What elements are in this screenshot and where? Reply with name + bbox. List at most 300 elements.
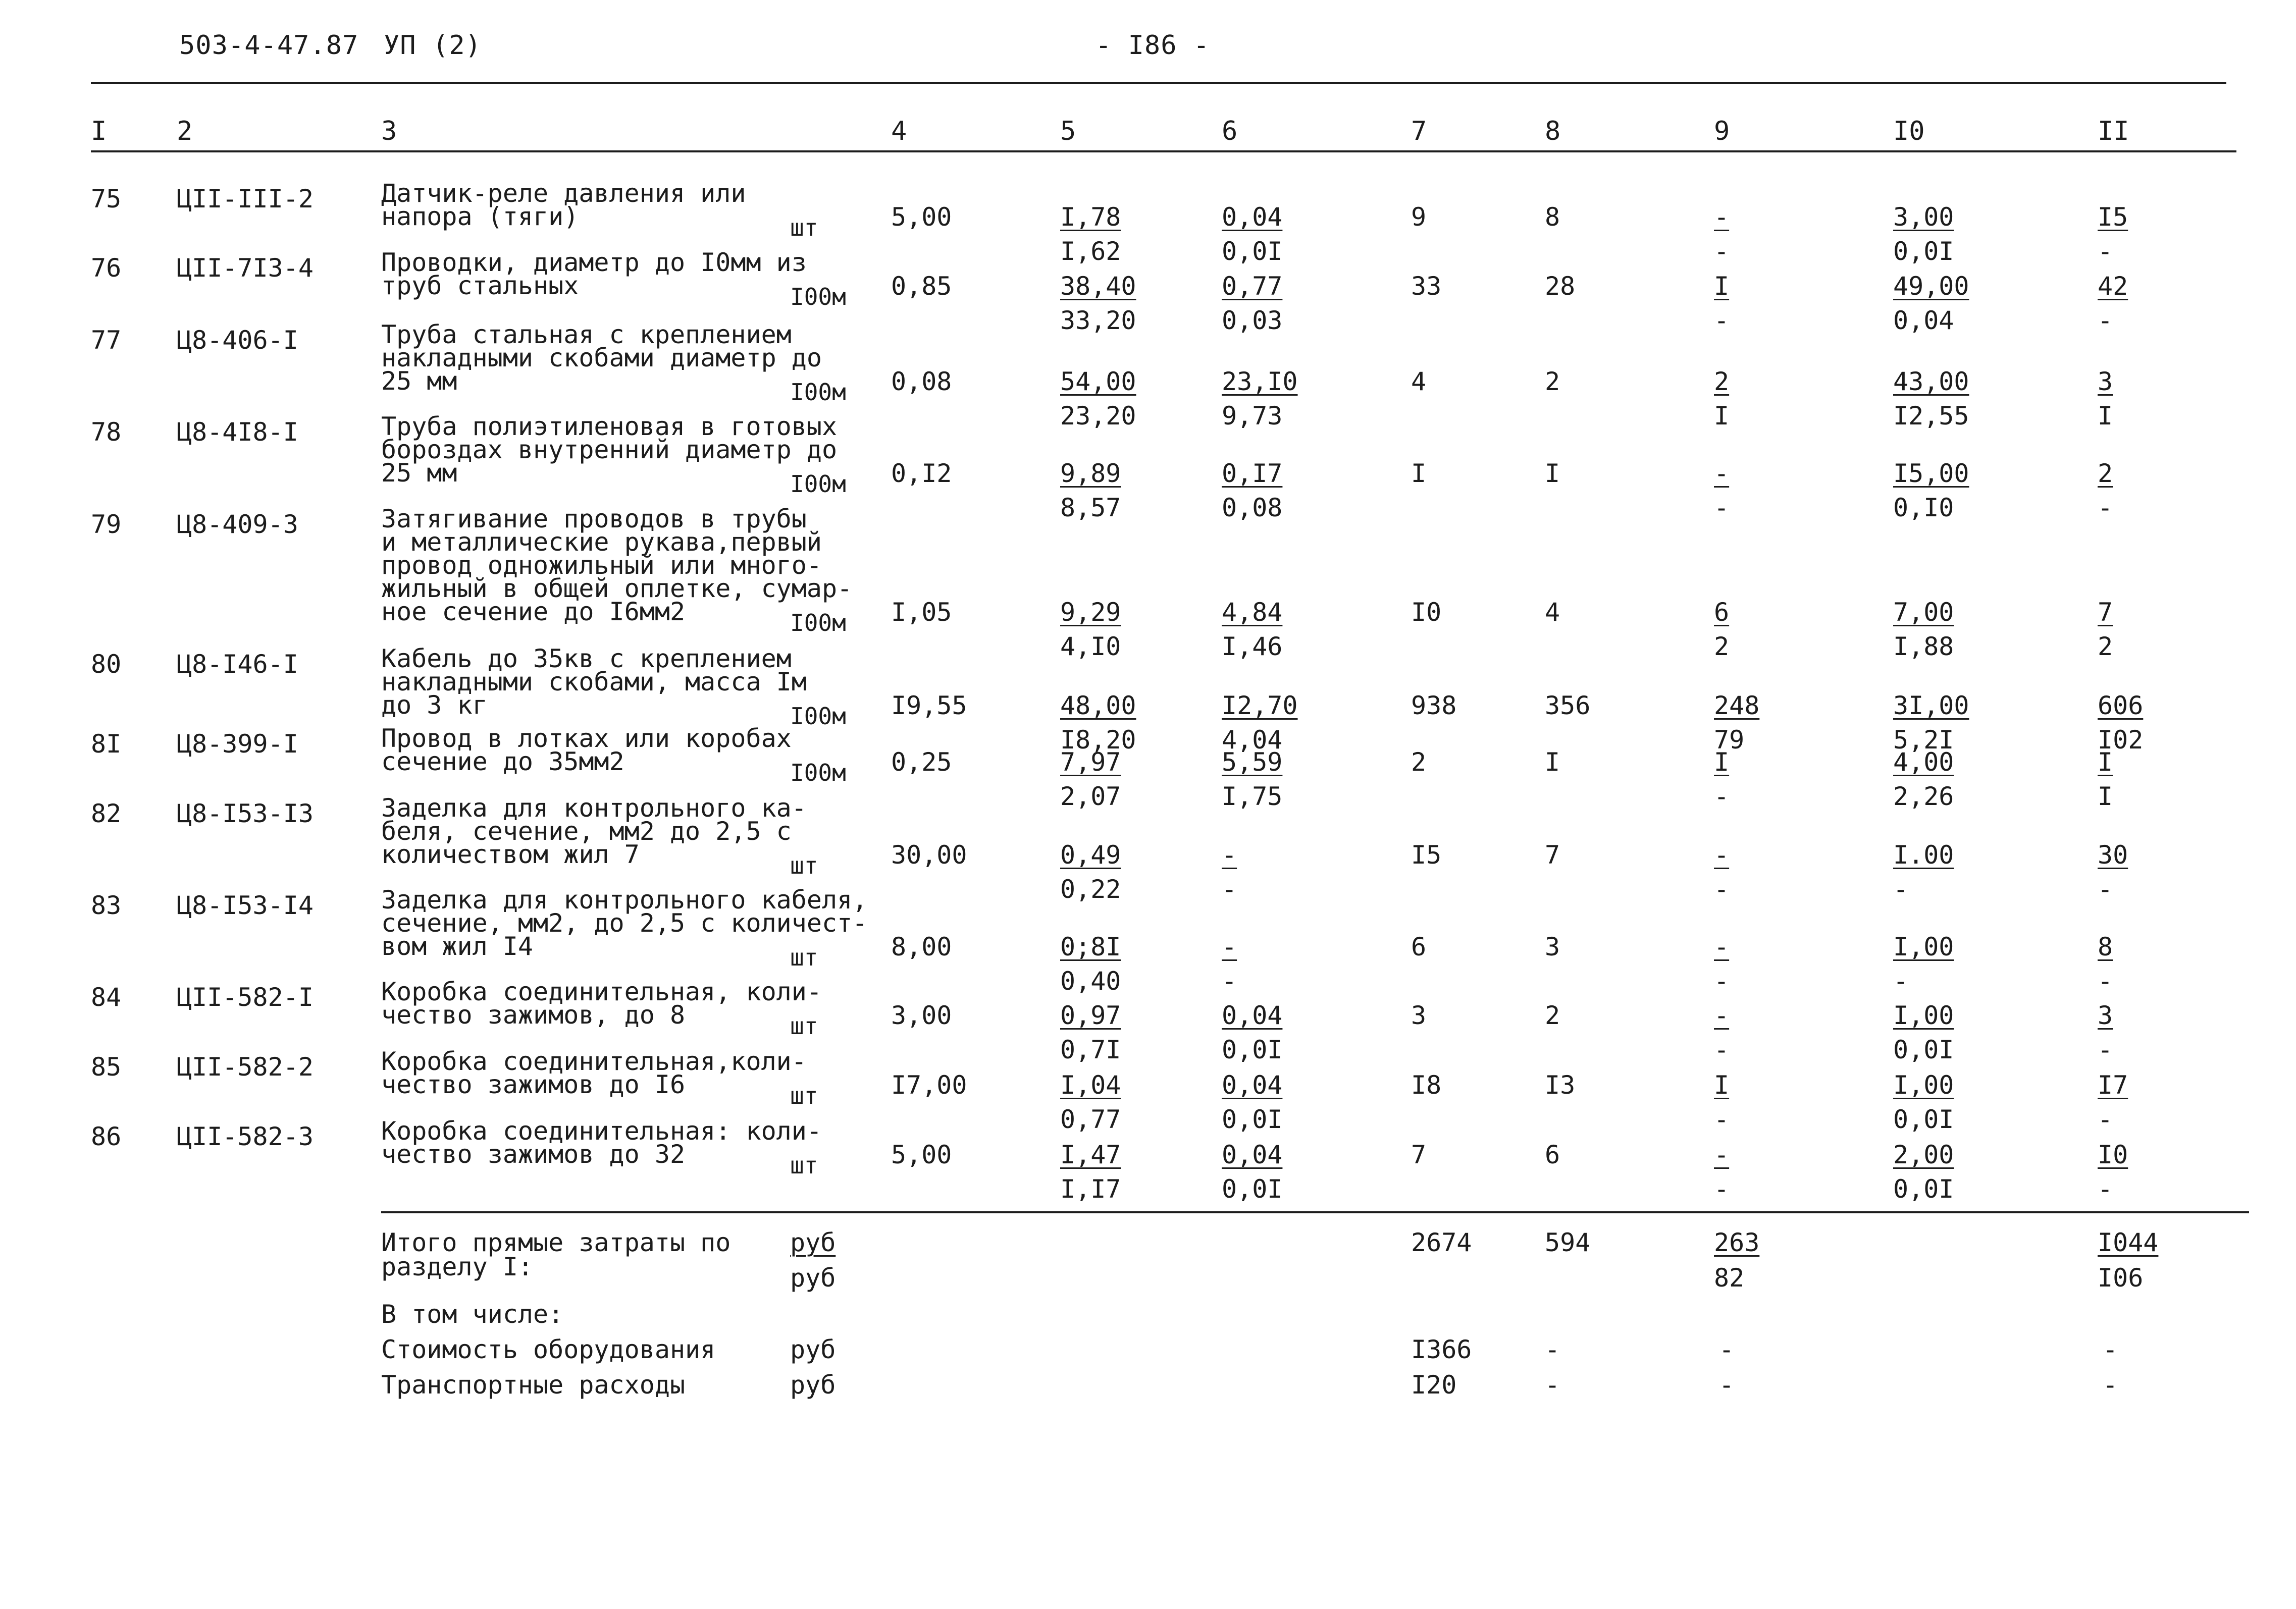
- labor-total-top: I7: [2098, 1070, 2128, 1100]
- machine-cost-top: -: [1714, 459, 1730, 488]
- labor-per-unit-bottom: 2,26: [1893, 782, 1954, 811]
- labor-per-unit-top: 4,00: [1893, 747, 1954, 777]
- description-line: чество зажимов до 32: [381, 1140, 686, 1169]
- unit-cost-top: 9,29: [1060, 598, 1121, 627]
- description-line: Датчик-реле давления или: [381, 179, 746, 208]
- labor-total-top: 42: [2098, 272, 2128, 301]
- including-label: В том числе:: [381, 1300, 564, 1329]
- machine-cost: [1714, 1138, 1729, 1206]
- unit-wage: [1222, 745, 1282, 814]
- unit-wage-bottom: -: [1222, 967, 1237, 996]
- unit-of-measure: I00м: [790, 703, 846, 730]
- description-line: накладными скобами диаметр до: [381, 343, 822, 372]
- row-number: 82: [91, 799, 122, 828]
- labor-per-unit-top: I,00: [1893, 1001, 1954, 1030]
- section-label: УП (2): [384, 30, 482, 61]
- quantity: 3,00: [891, 1001, 952, 1030]
- unit-cost-top: 48,00: [1060, 691, 1136, 720]
- column-header-rule: [91, 150, 2236, 152]
- description-line: сечение до 35мм2: [381, 747, 624, 776]
- total-cost: 33: [1411, 272, 1442, 301]
- totals-rule: [381, 1211, 2249, 1213]
- labor-per-unit: [1893, 200, 1954, 269]
- wage-fund: 8: [1545, 202, 1560, 232]
- unit-cost-bottom: 2,07: [1060, 782, 1121, 811]
- labor-per-unit-bottom: 0,04: [1893, 306, 1954, 335]
- labor-per-unit: [1893, 269, 1969, 338]
- unit-wage-bottom: I,46: [1222, 632, 1283, 661]
- column-number: 7: [1411, 116, 1427, 146]
- machine-cost-bottom: -: [1714, 1035, 1730, 1064]
- machine-cost-top: -: [1714, 1140, 1730, 1169]
- totals-col9-top: [1714, 1225, 1759, 1260]
- machine-cost-bottom: 79: [1714, 725, 1745, 755]
- labor-total-bottom: I02: [2098, 725, 2144, 755]
- labor-total-top: 3: [2098, 367, 2113, 396]
- equipment-cost-label: Стоимость оборудования: [381, 1335, 716, 1364]
- row-number: 84: [91, 983, 122, 1012]
- machine-cost: [1714, 456, 1729, 525]
- labor-total-bottom: -: [2098, 237, 2113, 266]
- labor-per-unit-bottom: 0,0I: [1893, 1174, 1954, 1204]
- labor-total-top: 606: [2098, 691, 2144, 720]
- total-cost: 2: [1411, 747, 1427, 777]
- labor-total-top: 2: [2098, 459, 2113, 488]
- machine-cost-top: 2: [1714, 367, 1730, 396]
- rate-code: ЦII-7I3-4: [177, 253, 314, 283]
- labor-total: [2098, 1068, 2128, 1137]
- labor-total: [2098, 745, 2113, 814]
- labor-per-unit: [1893, 1138, 1954, 1206]
- transport-cost-col11: -: [2103, 1370, 2118, 1400]
- column-number: 8: [1545, 116, 1561, 146]
- unit-cost-bottom: 33,20: [1060, 306, 1136, 335]
- labor-per-unit: [1893, 838, 1954, 906]
- labor-total: [2098, 1138, 2128, 1206]
- unit-wage-top: 0,04: [1222, 1140, 1283, 1169]
- unit-cost-bottom: I,62: [1060, 237, 1121, 266]
- column-number: 4: [891, 116, 907, 146]
- machine-cost: [1714, 200, 1729, 269]
- totals-col8: 594: [1545, 1228, 1591, 1257]
- unit-of-measure: шт: [790, 944, 818, 971]
- unit-wage-bottom: 0,0I: [1222, 1035, 1283, 1064]
- labor-total: [2098, 998, 2113, 1067]
- unit-cost-top: 9,89: [1060, 459, 1121, 488]
- unit-of-measure: шт: [790, 1012, 818, 1040]
- labor-total: [2098, 364, 2113, 433]
- work-description: [381, 1047, 820, 1099]
- header-rule: [91, 82, 2226, 84]
- row-number: 86: [91, 1122, 122, 1151]
- row-number: 80: [91, 650, 122, 679]
- work-description: [381, 793, 820, 869]
- quantity: 0,08: [891, 367, 952, 396]
- labor-total-top: 3: [2098, 1001, 2113, 1030]
- unit-wage: [1222, 364, 1298, 433]
- labor-per-unit: [1893, 595, 1954, 664]
- column-number: 3: [381, 116, 397, 146]
- unit-wage: [1222, 998, 1282, 1067]
- description-line: бороздах внутренний диаметр до: [381, 435, 838, 464]
- labor-per-unit-top: 7,00: [1893, 598, 1954, 627]
- labor-per-unit-bottom: 0,I0: [1893, 493, 1954, 522]
- description-line: труб стальных: [381, 271, 579, 300]
- description-line: напора (тяги): [381, 202, 579, 231]
- description-line: чество зажимов до I6: [381, 1070, 686, 1099]
- machine-cost: [1714, 930, 1729, 998]
- unit-cost-bottom: I,I7: [1060, 1174, 1121, 1204]
- unit-wage-top: 0,04: [1222, 202, 1283, 232]
- unit-wage-bottom: 0,0I: [1222, 237, 1283, 266]
- wage-fund: I: [1545, 459, 1560, 488]
- machine-cost-top: I: [1714, 1070, 1730, 1100]
- labor-per-unit-bottom: 0,0I: [1893, 237, 1954, 266]
- work-description: [381, 1116, 822, 1169]
- labor-per-unit-top: 2,00: [1893, 1140, 1954, 1169]
- column-number: 6: [1222, 116, 1238, 146]
- column-number: 5: [1060, 116, 1076, 146]
- description-line: до 3 кг: [381, 690, 488, 720]
- unit-wage-bottom: 9,73: [1222, 401, 1283, 431]
- work-description: [381, 320, 822, 396]
- unit-cost: [1060, 838, 1121, 906]
- wage-fund: 6: [1545, 1140, 1560, 1169]
- description-line: количеством жил 7: [381, 840, 640, 869]
- totals-col9-bottom: 82: [1714, 1263, 1745, 1293]
- machine-cost: [1714, 364, 1729, 433]
- description-line: 25 мм: [381, 458, 457, 488]
- unit-cost: [1060, 1068, 1121, 1137]
- unit-wage-bottom: 0,08: [1222, 493, 1283, 522]
- description-line: Заделка для контрольного ка-: [381, 793, 807, 823]
- labor-per-unit-top: 49,00: [1893, 272, 1969, 301]
- labor-total-top: I5: [2098, 202, 2128, 232]
- machine-cost-top: I: [1714, 747, 1730, 777]
- unit-wage: [1222, 930, 1237, 998]
- labor-total-bottom: -: [2098, 493, 2113, 522]
- total-cost: I0: [1411, 598, 1442, 627]
- totals-unit-2: руб: [790, 1263, 836, 1293]
- equipment-cost-col9: -: [1719, 1335, 1735, 1364]
- total-cost: I8: [1411, 1070, 1442, 1100]
- unit-of-measure: шт: [790, 1152, 818, 1179]
- unit-wage: [1222, 1138, 1282, 1206]
- unit-cost: [1060, 1138, 1121, 1206]
- description-line: Заделка для контрольного кабеля,: [381, 885, 868, 915]
- transport-cost-col9: -: [1719, 1370, 1735, 1400]
- doc-code: 503-4-47.87: [179, 30, 359, 61]
- quantity: 8,00: [891, 932, 952, 961]
- unit-cost-top: 38,40: [1060, 272, 1136, 301]
- wage-fund: 7: [1545, 840, 1560, 870]
- quantity: 30,00: [891, 840, 967, 870]
- total-cost: I: [1411, 459, 1427, 488]
- labor-total: [2098, 200, 2128, 269]
- labor-total-top: I0: [2098, 1140, 2128, 1169]
- quantity: 5,00: [891, 202, 952, 232]
- description-line: накладными скобами, масса Iм: [381, 667, 807, 696]
- equipment-cost-col11: -: [2103, 1335, 2118, 1364]
- totals-col7: 2674: [1411, 1228, 1472, 1257]
- equipment-cost-col7: I366: [1411, 1335, 1472, 1364]
- unit-cost-top: I,78: [1060, 202, 1121, 232]
- machine-cost: [1714, 269, 1729, 338]
- unit-cost-bottom: I8,20: [1060, 725, 1136, 755]
- wage-fund: I: [1545, 747, 1560, 777]
- totals-unit-1: [790, 1225, 836, 1260]
- unit-wage: [1222, 595, 1282, 664]
- wage-fund: 2: [1545, 1001, 1560, 1030]
- labor-total-bottom: -: [2098, 1174, 2113, 1204]
- labor-total-bottom: -: [2098, 1105, 2113, 1134]
- labor-per-unit-top: 3I,00: [1893, 691, 1969, 720]
- unit-cost-top: 54,00: [1060, 367, 1136, 396]
- unit-cost: [1060, 930, 1121, 998]
- unit-cost-top: I,04: [1060, 1070, 1121, 1100]
- quantity: 0,25: [891, 747, 952, 777]
- labor-total-bottom: 2: [2098, 632, 2113, 661]
- unit-cost-bottom: 0,77: [1060, 1105, 1121, 1134]
- machine-cost-bottom: -: [1714, 782, 1730, 811]
- description-line: и металлические рукава,первый: [381, 527, 822, 557]
- machine-cost-bottom: -: [1714, 967, 1730, 996]
- labor-total-top: 7: [2098, 598, 2113, 627]
- row-number: 76: [91, 253, 122, 283]
- description-line: Проводки, диаметр до I0мм из: [381, 248, 807, 277]
- rate-code: ЦII-582-I: [177, 983, 314, 1012]
- row-number: 77: [91, 326, 122, 355]
- description-line: беля, сечение, мм2 до 2,5 с: [381, 817, 792, 846]
- unit-wage-top: 23,I0: [1222, 367, 1298, 396]
- labor-total-bottom: -: [2098, 306, 2113, 335]
- equipment-cost-unit: руб: [790, 1335, 836, 1364]
- labor-total: [2098, 838, 2128, 906]
- description-line: Кабель до 35кв с креплением: [381, 644, 792, 673]
- labor-per-unit: [1893, 930, 1954, 998]
- total-cost: 7: [1411, 1140, 1427, 1169]
- labor-total: [2098, 269, 2128, 338]
- description-line: чество зажимов, до 8: [381, 1000, 686, 1030]
- quantity: I9,55: [891, 691, 967, 720]
- unit-wage-bottom: I,75: [1222, 782, 1283, 811]
- description-line: ное сечение до I6мм2: [381, 597, 686, 626]
- unit-wage: [1222, 1068, 1282, 1137]
- description-line: Затягивание проводов в трубы: [381, 504, 807, 533]
- work-description: [381, 248, 820, 300]
- machine-cost: [1714, 998, 1729, 1067]
- machine-cost: [1714, 838, 1729, 906]
- unit-of-measure: шт: [790, 1082, 818, 1109]
- row-number: 83: [91, 891, 122, 920]
- row-number: 85: [91, 1052, 122, 1082]
- work-description: [381, 179, 820, 231]
- unit-of-measure: I00м: [790, 759, 846, 786]
- row-number: 79: [91, 510, 122, 539]
- wage-fund: 2: [1545, 367, 1560, 396]
- labor-per-unit-bottom: -: [1893, 967, 1909, 996]
- total-cost: 3: [1411, 1001, 1427, 1030]
- description-line: Коробка соединительная,коли-: [381, 1047, 807, 1076]
- quantity: 0,85: [891, 272, 952, 301]
- machine-cost-top: -: [1714, 1001, 1730, 1030]
- unit-cost: [1060, 269, 1136, 338]
- description-line: Провод в лотках или коробах: [381, 724, 792, 753]
- row-number: 8I: [91, 729, 122, 759]
- labor-per-unit-bottom: I2,55: [1893, 401, 1969, 431]
- labor-per-unit-bottom: -: [1893, 875, 1909, 904]
- unit-cost: [1060, 595, 1121, 664]
- totals-col11-top: [2098, 1225, 2158, 1260]
- machine-cost-top: -: [1714, 202, 1730, 232]
- wage-fund: I3: [1545, 1070, 1576, 1100]
- quantity: 5,00: [891, 1140, 952, 1169]
- rate-code: Ц8-I53-I4: [177, 891, 314, 920]
- machine-cost: [1714, 595, 1729, 664]
- unit-wage-top: 4,84: [1222, 598, 1283, 627]
- wage-fund: 4: [1545, 598, 1560, 627]
- rate-code: ЦII-582-3: [177, 1122, 314, 1151]
- wage-fund: 3: [1545, 932, 1560, 961]
- work-description: [381, 977, 822, 1030]
- unit-wage: [1222, 838, 1237, 906]
- unit-wage-bottom: -: [1222, 875, 1237, 904]
- labor-total-bottom: -: [2098, 967, 2113, 996]
- unit-wage-top: I2,70: [1222, 691, 1298, 720]
- unit-wage-top: 0,04: [1222, 1001, 1283, 1030]
- column-number: 2: [177, 116, 193, 146]
- machine-cost-bottom: -: [1714, 493, 1730, 522]
- column-number: 9: [1714, 116, 1730, 146]
- column-number: II: [2098, 116, 2129, 146]
- labor-per-unit-bottom: 5,2I: [1893, 725, 1954, 755]
- labor-total: [2098, 456, 2113, 525]
- rate-code: ЦII-III-2: [177, 184, 314, 213]
- unit-wage-top: 5,59: [1222, 747, 1283, 777]
- unit-cost-bottom: 0,7I: [1060, 1035, 1121, 1064]
- wage-fund: 28: [1545, 272, 1576, 301]
- unit-of-measure: шт: [790, 214, 818, 241]
- column-number: I0: [1893, 116, 1925, 146]
- description-line: Коробка соединительная: коли-: [381, 1116, 822, 1146]
- labor-per-unit-top: I,00: [1893, 932, 1954, 961]
- row-number: 78: [91, 417, 122, 447]
- work-description: [381, 724, 820, 776]
- machine-cost-bottom: -: [1714, 875, 1730, 904]
- unit-cost-top: 0,97: [1060, 1001, 1121, 1030]
- totals-label-1: Итого прямые затраты по: [381, 1228, 731, 1257]
- labor-per-unit: [1893, 456, 1969, 525]
- description-line: Труба стальная с креплением: [381, 320, 792, 349]
- total-cost: 4: [1411, 367, 1427, 396]
- labor-per-unit-top: 3,00: [1893, 202, 1954, 232]
- labor-per-unit-bottom: I,88: [1893, 632, 1954, 661]
- machine-cost-bottom: -: [1714, 306, 1730, 335]
- unit-wage-top: 0,04: [1222, 1070, 1283, 1100]
- description-line: вом жил I4: [381, 932, 534, 961]
- wage-fund: 356: [1545, 691, 1591, 720]
- row-number: 75: [91, 184, 122, 213]
- totals-label-2: разделу I:: [381, 1252, 534, 1281]
- labor-total: [2098, 930, 2113, 998]
- machine-cost-top: I: [1714, 272, 1730, 301]
- total-cost: 9: [1411, 202, 1427, 232]
- quantity: I,05: [891, 598, 952, 627]
- rate-code: ЦII-582-2: [177, 1052, 314, 1082]
- rate-code: Ц8-406-I: [177, 326, 298, 355]
- labor-total-top: 8: [2098, 932, 2113, 961]
- unit-cost: [1060, 998, 1121, 1067]
- unit-cost: [1060, 745, 1121, 814]
- unit-cost-top: I,47: [1060, 1140, 1121, 1169]
- labor-total-top: I: [2098, 747, 2113, 777]
- unit-wage-top: 0,77: [1222, 272, 1283, 301]
- labor-per-unit-top: I5,00: [1893, 459, 1969, 488]
- column-number: I: [91, 116, 107, 146]
- machine-cost-bottom: 2: [1714, 632, 1730, 661]
- labor-per-unit: [1893, 745, 1954, 814]
- unit-of-measure: I00м: [790, 470, 846, 498]
- description-line: сечение, мм2, до 2,5 с количест-: [381, 908, 868, 938]
- transport-cost-col8: -: [1545, 1370, 1560, 1400]
- unit-wage-bottom: 0,03: [1222, 306, 1283, 335]
- unit-wage-bottom: 0,0I: [1222, 1174, 1283, 1204]
- unit-cost-bottom: 4,I0: [1060, 632, 1121, 661]
- unit-cost: [1060, 200, 1121, 269]
- labor-per-unit-top: I,00: [1893, 1070, 1954, 1100]
- work-description: [381, 644, 820, 720]
- transport-cost-unit: руб: [790, 1370, 836, 1400]
- rate-code: Ц8-399-I: [177, 729, 298, 759]
- machine-cost-bottom: I: [1714, 401, 1730, 431]
- quantity: I7,00: [891, 1070, 967, 1100]
- description-line: 25 мм: [381, 366, 457, 396]
- transport-cost-label: Транспортные расходы: [381, 1370, 686, 1400]
- labor-per-unit: [1893, 1068, 1954, 1137]
- rate-code: Ц8-I53-I3: [177, 799, 314, 828]
- machine-cost-top: 248: [1714, 691, 1760, 720]
- unit-of-measure: шт: [790, 852, 818, 879]
- description-line: провод одножильный или много-: [381, 551, 822, 580]
- unit-cost-bottom: 0,22: [1060, 875, 1121, 904]
- unit-cost-bottom: 0,40: [1060, 967, 1121, 996]
- labor-total-top: 30: [2098, 840, 2128, 870]
- page-number: - I86 -: [1095, 30, 1210, 61]
- work-description: [381, 885, 868, 961]
- total-cost: 938: [1411, 691, 1457, 720]
- labor-total-bottom: -: [2098, 875, 2113, 904]
- machine-cost-top: -: [1714, 840, 1730, 870]
- labor-total: [2098, 595, 2113, 664]
- unit-cost-top: 0;8I: [1060, 932, 1121, 961]
- unit-wage-bottom: 4,04: [1222, 725, 1283, 755]
- labor-total-bottom: I: [2098, 401, 2113, 431]
- totals-col11-top-text: I044: [2098, 1228, 2159, 1257]
- labor-total-bottom: -: [2098, 1035, 2113, 1064]
- unit-wage-top: -: [1222, 932, 1237, 961]
- description-line: Коробка соединительная, коли-: [381, 977, 822, 1006]
- unit-of-measure: I00м: [790, 283, 846, 310]
- machine-cost-bottom: -: [1714, 1174, 1730, 1204]
- equipment-cost-col8: -: [1545, 1335, 1560, 1364]
- unit-wage-bottom: 0,0I: [1222, 1105, 1283, 1134]
- labor-per-unit-bottom: 0,0I: [1893, 1035, 1954, 1064]
- machine-cost: [1714, 745, 1729, 814]
- unit-of-measure: I00м: [790, 609, 846, 636]
- machine-cost-top: 6: [1714, 598, 1730, 627]
- totals-col11-bottom: I06: [2098, 1263, 2144, 1293]
- machine-cost-bottom: -: [1714, 1105, 1730, 1134]
